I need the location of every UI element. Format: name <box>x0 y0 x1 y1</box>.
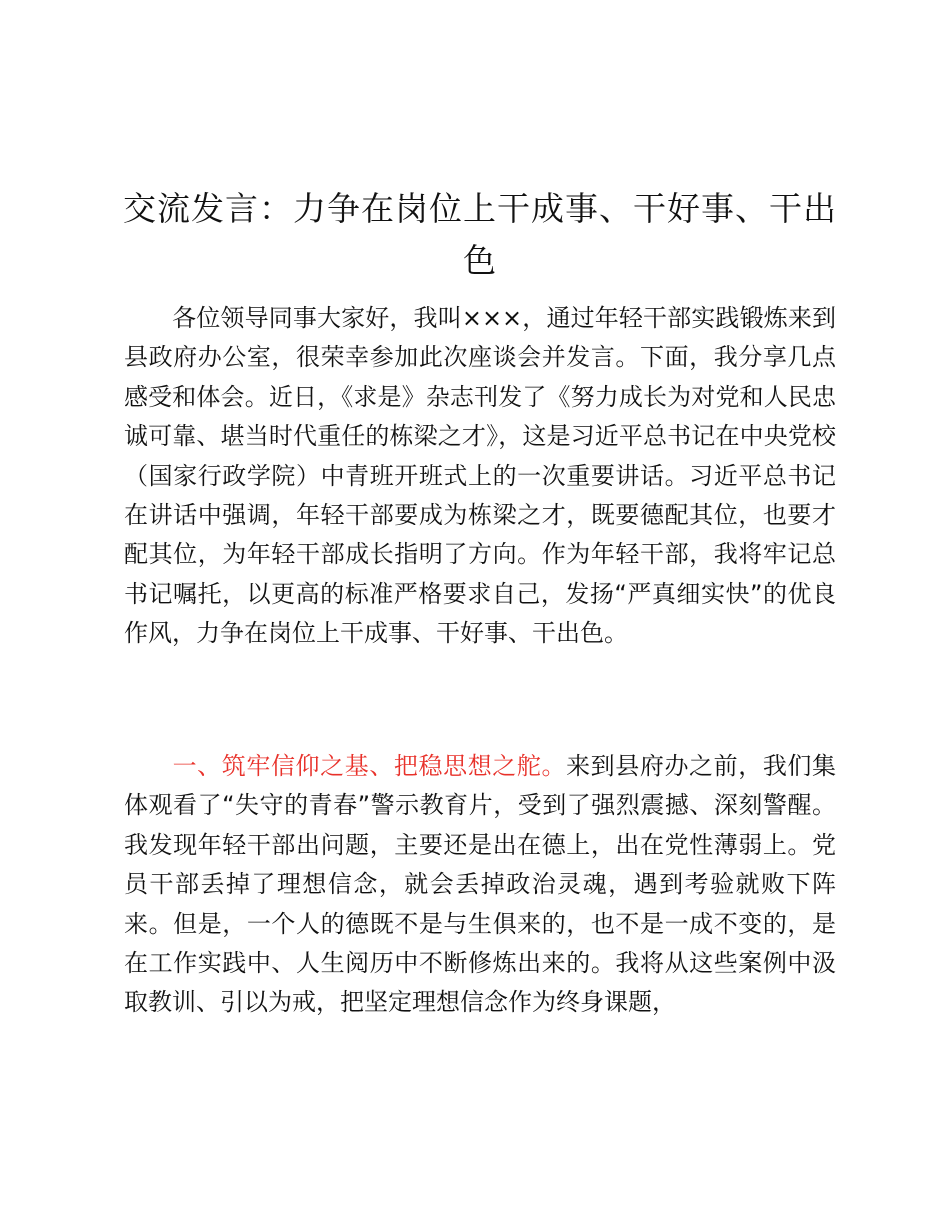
paragraph-intro <box>124 299 836 654</box>
paragraph-text: 各位领导同事大家好，我叫×××，通过年轻干部实践锻炼来到县政府办公室，很荣幸参加此次座谈会并发言。下面，我分享几点感受和体会。近日，《求是》杂志刊发了《努力成长为对党和人民忠诚可靠、堪当时代重任的栋梁之才》，这是习近平总书记在中央党校（国家行政学院）中青班开班式上的一次重要讲话。习近平总书记在讲话中强调，年轻干部要成为栋梁之才，既要德配其位，也要才配其位，为年轻干部成长指明了方向。作为年轻干部，我将牢记总书记嘱托，以更高的标准严格要求自己，发扬“严真细实快”的优良作风，力争在岗位上干成事、干好事、干出色。 <box>124 304 836 648</box>
section-heading: 一、筑牢信仰之基、把稳思想之舵。 <box>172 752 567 780</box>
paragraph-section-1 <box>124 747 836 1023</box>
paragraph-text: 来到县府办之前，我们集体观看了“失守的青春”警示教育片，受到了强烈震撼、深刻警醒。我发现年轻干部出问题，主要还是出在德上，出在党性薄弱上。党员干部丢掉了理想信念，就会丢掉政治灵魂，遇到考验就败下阵来。但是，一个人的德既不是与生俱来的，也不是一成不变的，是在工作实践中、人生阅历中不断修炼出来的。我将从这些案例中汲取教训、引以为戒，把坚定理想信念作为终身课题， <box>124 752 837 1017</box>
page-title: 交流发言：力争在岗位上干成事、干好事、干出色 <box>123 189 837 280</box>
